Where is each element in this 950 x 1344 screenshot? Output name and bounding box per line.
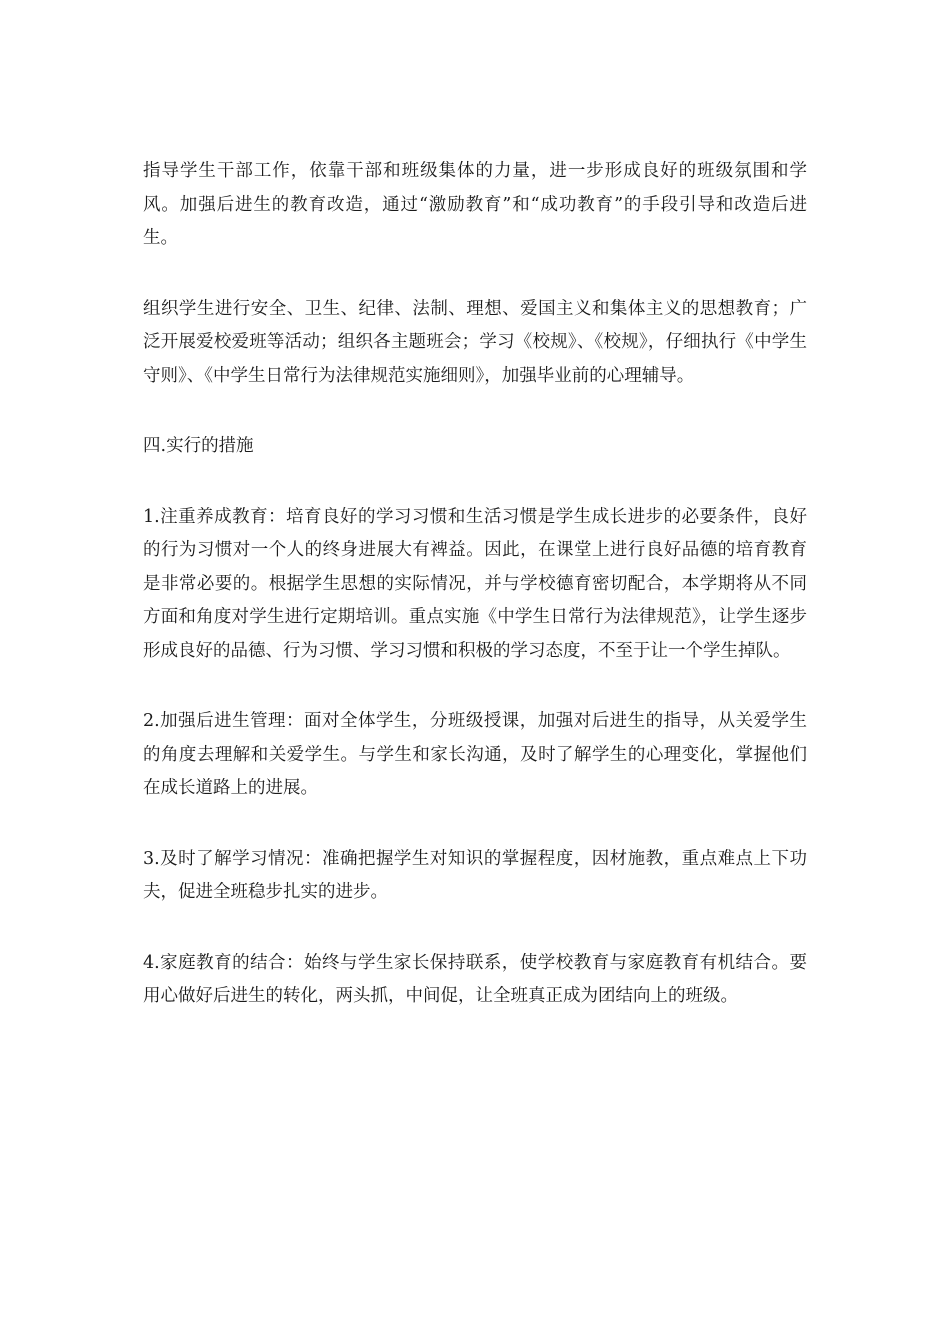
paragraph-student-cadres: 指导学生干部工作，依靠干部和班级集体的力量，进一步形成良好的班级氛围和学风。加强后进生的教育改造，通过“激励教育”和“成功教育”的手段引导和改造后进生。 [143,161,807,248]
paragraph-habit-education: 1.注重养成教育：培育良好的学习习惯和生活习惯是学生成长进步的必要条件，良好的行为习惯对一个人的终身进展大有裨益。因此，在课堂上进行良好品德的培育教育是非常必要的。根据学生思想的实际情况，并与学校德育密切配合，本学期将从不同方面和角度对学生进行定期培训。重点实施《中学生日常行为法律规范》，让学生逐步形成良好的品德、行为习惯、学习习惯和积极的学习态度，不至于让一个学生掉队。 [143,506,807,661]
paragraph-ideological-education: 组织学生进行安全、卫生、纪律、法制、理想、爱国主义和集体主义的思想教育；广泛开展爱校爱班等活动；组织各主题班会；学习《校规》、《校规》，仔细执行《中学生守则》、《中学生日常行为法律规范实施细则》，加强毕业前的心理辅导。 [143,298,807,386]
paragraph-learning-situation: 3.及时了解学习情况：准确把握学生对知识的掌握程度，因材施教，重点难点上下功夫，促进全班稳步扎实的进步。 [143,848,807,902]
paragraph-underachiever-management: 2.加强后进生管理：面对全体学生，分班级授课，加强对后进生的指导，从关爱学生的角度去理解和关爱学生。与学生和家长沟通，及时了解学生的心理变化，掌握他们在成长道路上的进展。 [143,711,807,798]
section-heading-measures: 四.实行的措施 [143,436,254,456]
paragraph-family-education: 4.家庭教育的结合：始终与学生家长保持联系，使学校教育与家庭教育有机结合。要用心做好后进生的转化，两头抓，中间促，让全班真正成为团结向上的班级。 [143,952,807,1006]
document-body [143,155,807,1051]
